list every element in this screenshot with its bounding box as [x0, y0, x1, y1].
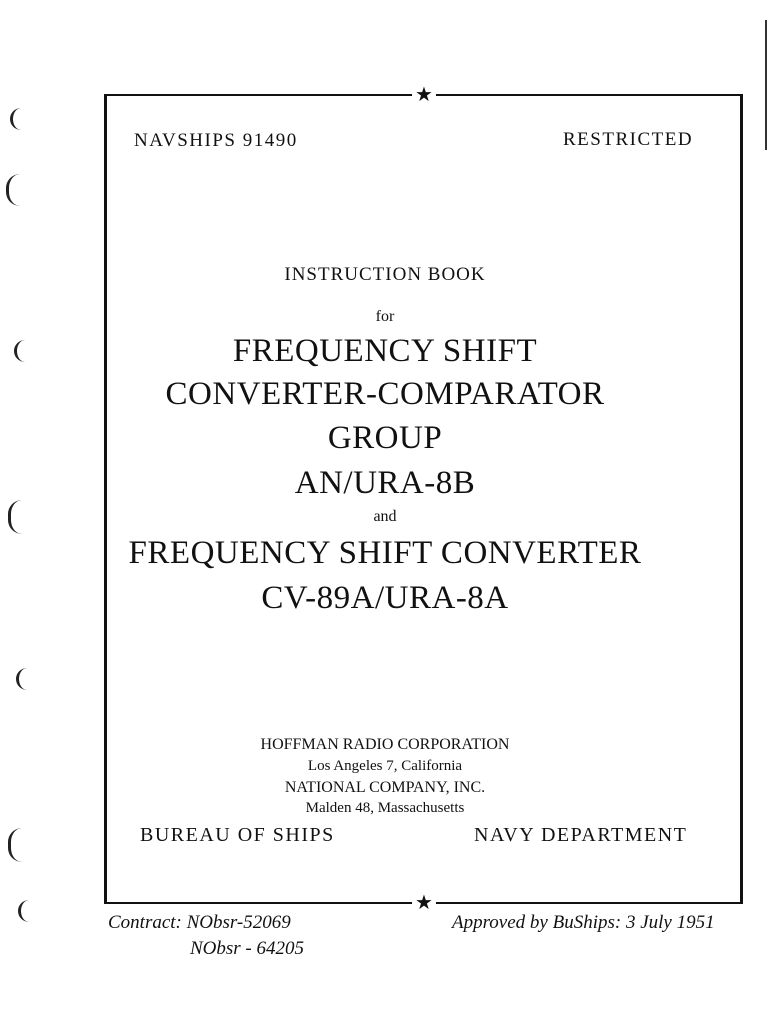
title-line: GROUP: [327, 420, 443, 456]
binder-mark: [18, 900, 35, 922]
title-line: FREQUENCY SHIFT CONVERTER: [128, 535, 642, 571]
title-line: CONVERTER-COMPARATOR: [165, 376, 605, 412]
contractor-city: Los Angeles 7, California: [307, 758, 463, 774]
binder-mark: [10, 108, 27, 130]
approval-note: Approved by BuShips: 3 July 1951: [452, 912, 715, 933]
binder-mark: [6, 174, 23, 206]
star-icon: ★: [415, 84, 433, 106]
classification: RESTRICTED: [563, 129, 694, 150]
bureau-label: BUREAU OF SHIPS: [140, 824, 335, 846]
binder-mark: [8, 828, 25, 862]
frame-bottom: [104, 902, 412, 904]
subtitle: INSTRUCTION BOOK: [284, 264, 486, 285]
connector-for: for: [375, 308, 395, 325]
frame-bottom: [436, 902, 743, 904]
contract-number: NObsr - 64205: [190, 938, 305, 959]
connector-and: and: [373, 508, 397, 525]
contract-number: Contract: NObsr-52069: [108, 912, 291, 933]
department-label: NAVY DEPARTMENT: [474, 824, 688, 846]
document-number: NAVSHIPS 91490: [134, 130, 298, 151]
model-number: AN/URA-8B: [294, 465, 476, 501]
contractor-city: Malden 48, Massachusetts: [305, 800, 465, 816]
page-edge-line: [765, 20, 767, 150]
contractor-name: HOFFMAN RADIO CORPORATION: [260, 736, 510, 753]
frame-top: [104, 94, 412, 96]
star-icon: ★: [415, 892, 433, 914]
frame-top: [436, 94, 743, 96]
title-line: FREQUENCY SHIFT: [232, 333, 538, 369]
binder-mark: [16, 668, 33, 690]
contractor-name: NATIONAL COMPANY, INC.: [284, 779, 486, 796]
model-number: CV-89A/URA-8A: [261, 580, 509, 616]
